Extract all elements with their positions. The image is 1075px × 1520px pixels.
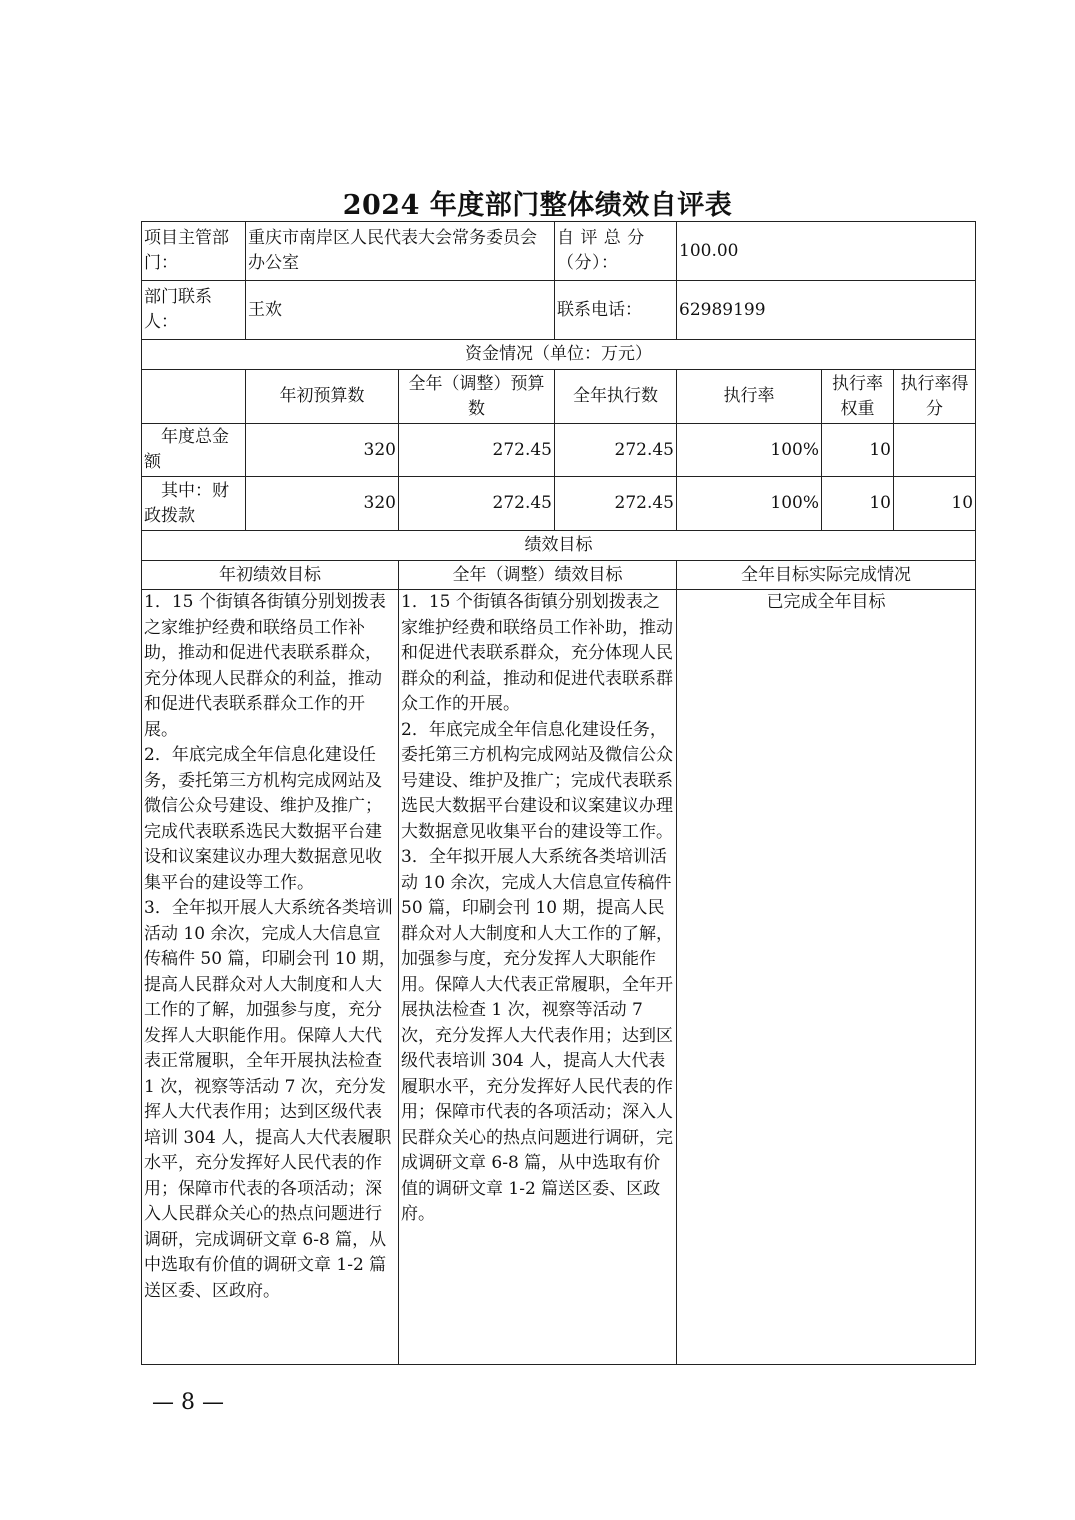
funds-rate: 100% [677,424,822,477]
funds-header-blank [142,370,246,424]
funds-header-executed: 全年执行数 [555,370,677,424]
funds-row-fiscal [142,477,976,531]
document-title: 2024 年度部门整体绩效自评表 [342,190,733,221]
funds-row-label: 年度总金额 [142,424,246,477]
funds-initial-budget: 320 [246,477,399,531]
score-label: 自 评 总 分（分）： [555,222,677,281]
funds-section-title: 资金情况（单位：万元） [142,340,976,370]
goals-section-title: 绩效目标 [142,531,976,561]
score-value: 100.00 [677,222,976,281]
funds-header-adjusted: 全年（调整）预算数 [399,370,555,424]
dept-row [142,222,976,281]
funds-score: 10 [894,477,976,531]
funds-rate: 100% [677,477,822,531]
goals-header-adjusted: 全年（调整）绩效目标 [399,561,677,590]
funds-row-label: 其中：财政拨款 [142,477,246,531]
funds-executed: 272.45 [555,424,677,477]
funds-adjusted-budget: 272.45 [399,477,555,531]
phone-value: 62989199 [677,281,976,340]
funds-row-total [142,424,976,477]
funds-weight: 10 [822,424,894,477]
adjusted-goal-item: 2．年底完成全年信息化建设任务，委托第三方机构完成网站及微信公众号建设、维护及推广；完成代表联系选民大数据平台建设和议案建议办理大数据意见收集平台的建设等工作。 [401,719,673,842]
funds-adjusted-budget: 272.45 [399,424,555,477]
funds-header-row [142,370,976,424]
funds-header-initial: 年初预算数 [246,370,399,424]
actual-completion-cell: 已完成全年目标 [677,590,976,1365]
initial-goal-item: 1．15 个街镇各街镇分别划拨表之家维护经费和联络员工作补助，推动和促进代表联系群众，充分体现人民群众的利益，推动和促进代表联系群众工作的开展。 [144,592,386,740]
adjusted-goal-item: 1．15 个街镇各街镇分别划拨表之家维护经费和联络员工作补助，推动和促进代表联系群众，充分体现人民群众的利益，推动和促进代表联系群众工作的开展。 [401,592,673,714]
goals-header-initial: 年初绩效目标 [142,561,399,590]
funds-executed: 272.45 [555,477,677,531]
adjusted-goal-item: 3．全年拟开展人大系统各类培训活动 10 余次，完成人大信息宣传稿件 50 篇，印刷会刊 10 期，提高人民群众对人大制度和人大工作的了解，加强参与度，充分发挥人大职能作用。保障人大代表正常履职，全年开展执法检查 1 次，视察等活动 7 次，充分发挥人大代表作用；达到区级代表培训 304 人，提高人大代表履职水平，充分发挥好人民代表的作用；保障市代表的各项活动；深入人民群众关心的热点问题进行调研，完成调研文章 6-8 篇，从中选取有价值的调研文章 1-2 篇送区委、区政府。 [401,847,673,1224]
goals-header-actual: 全年目标实际完成情况 [677,561,976,590]
funds-header-score: 执行率得分 [894,370,976,424]
funds-header-weight: 执行率权重 [822,370,894,424]
funds-score [894,424,976,477]
initial-goal-item: 3．全年拟开展人大系统各类培训活动 10 余次，完成人大信息宣传稿件 50 篇，印刷会刊 10 期，提高人民群众对人大制度和人大工作的了解，加强参与度，充分发挥人大职能作用。保障人大代表正常履职，全年开展执法检查 1 次，视察等活动 7 次，充分发挥人大代表作用；达到区级代表培训 304 人，提高人大代表履职水平，充分发挥好人民代表的作用；保障市代表的各项活动；深入人民群众关心的热点问题进行调研，完成调研文章 6-8 篇，从中选取有价值的调研文章 1-2 篇送区委、区政府。 [144,898,396,1301]
funds-initial-budget: 320 [246,424,399,477]
goals-header-row [142,561,976,590]
contact-label: 部门联系人： [142,281,246,340]
dept-value: 重庆市南岸区人民代表大会常务委员会办公室 [246,222,555,281]
contact-value: 王欢 [246,281,555,340]
initial-goal-item: 2．年底完成全年信息化建设任务，委托第三方机构完成网站及微信公众号建设、维护及推广；完成代表联系选民大数据平台建设和议案建议办理大数据意见收集平台的建设等工作。 [144,745,382,893]
dept-label: 项目主管部门： [142,222,246,281]
initial-goals-cell [142,590,399,1365]
funds-header-rate: 执行率 [677,370,822,424]
goals-content-row [142,590,976,1365]
funds-weight: 10 [822,477,894,531]
performance-evaluation-table [141,221,976,1365]
phone-label: 联系电话： [555,281,677,340]
page-number: — 8 — [152,1390,224,1415]
contact-row [142,281,976,340]
adjusted-goals-cell [399,590,677,1365]
